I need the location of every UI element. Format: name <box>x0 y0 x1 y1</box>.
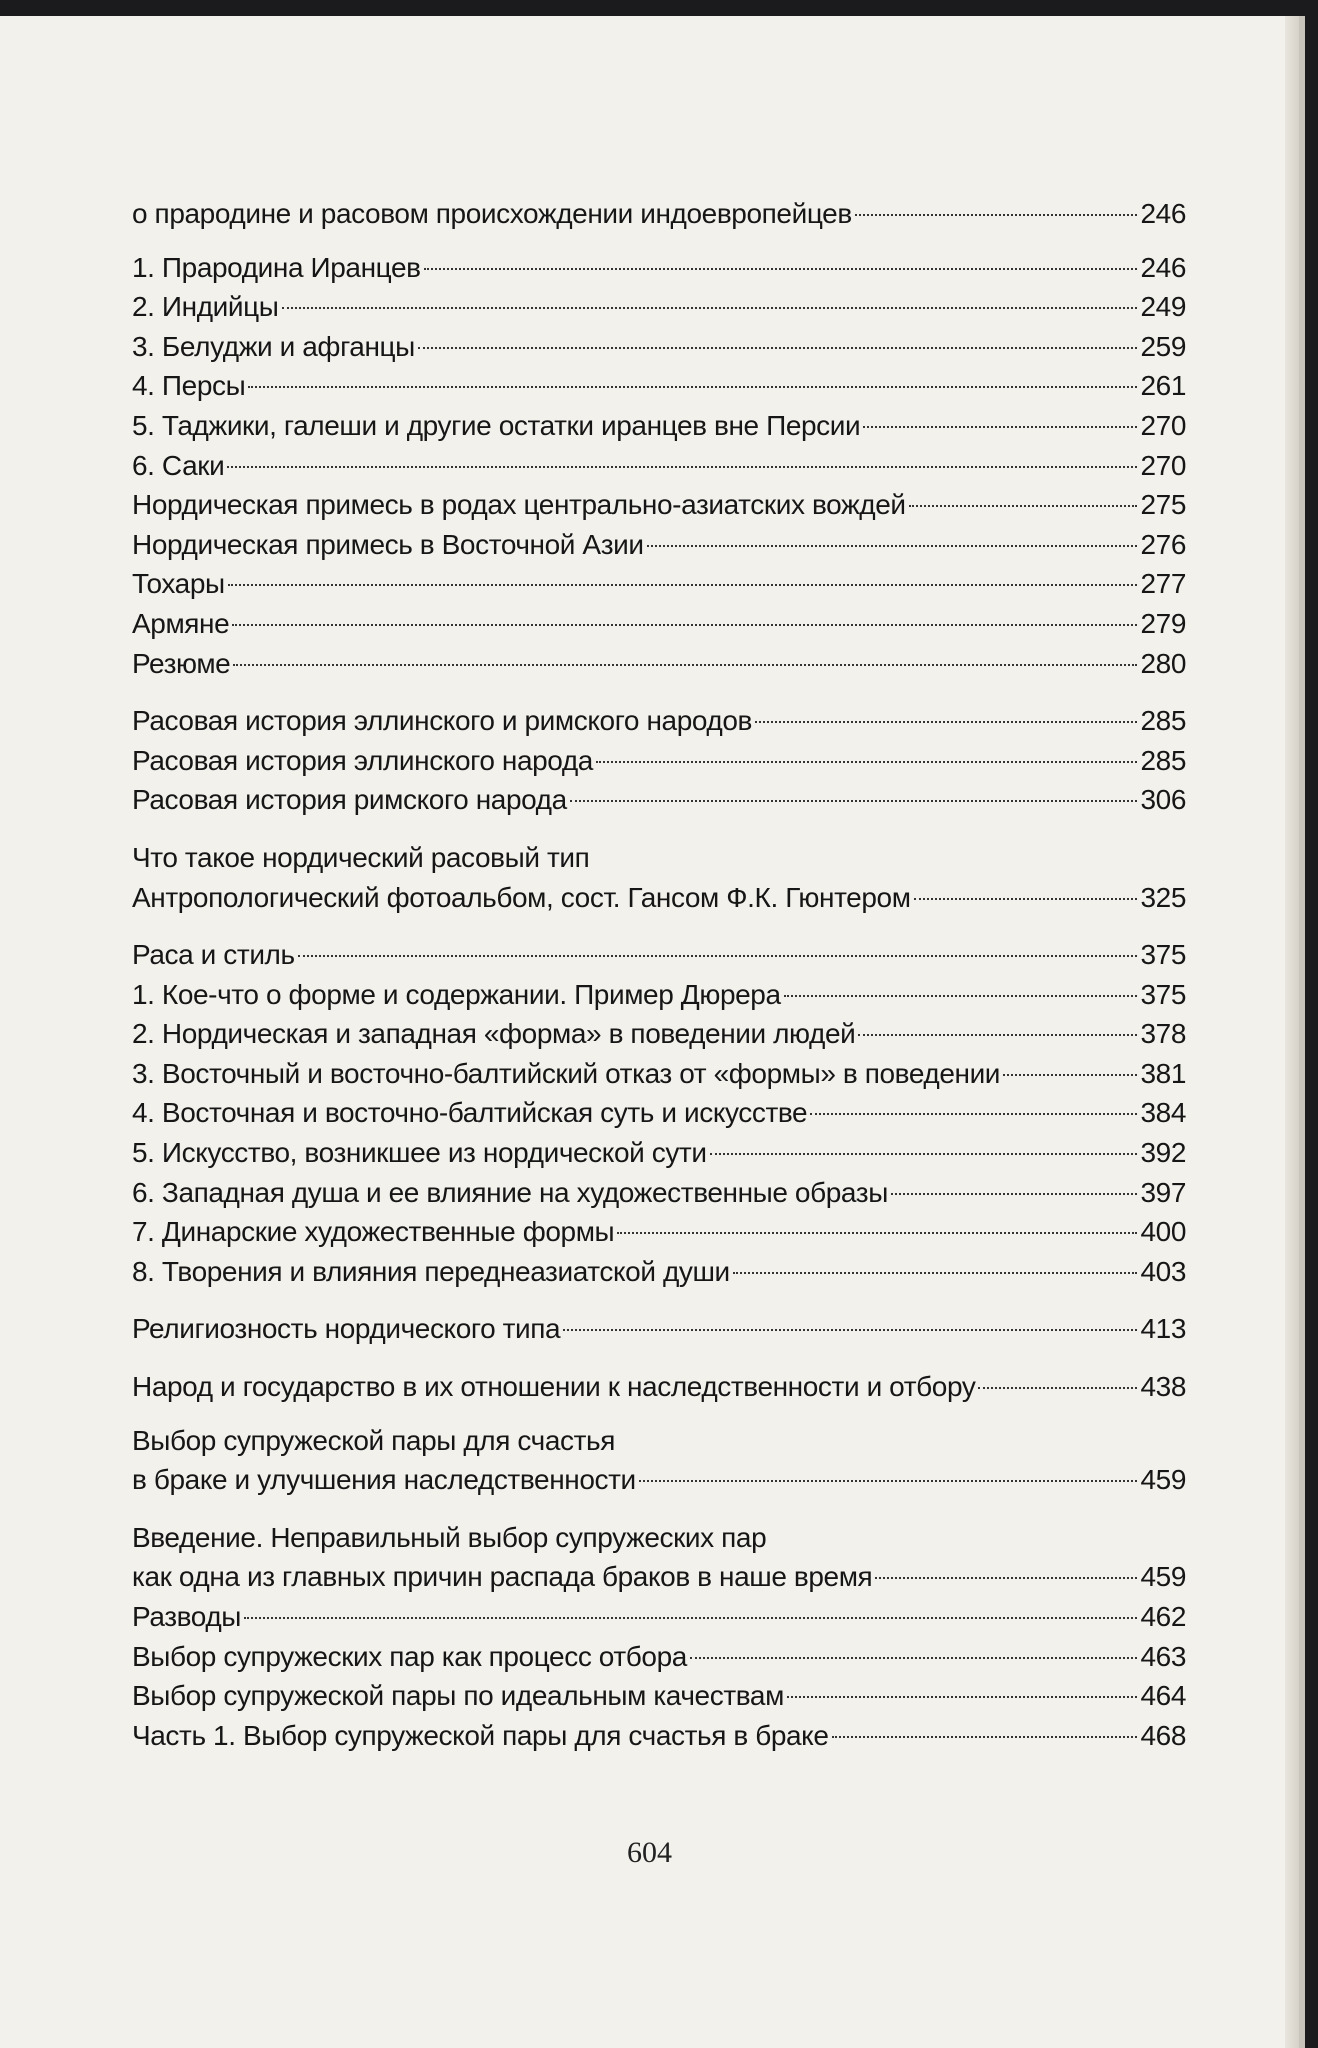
toc-entry <box>132 1597 1186 1637</box>
toc-entry-page: 413 <box>1140 1313 1186 1345</box>
toc-entry-page: 306 <box>1140 784 1186 816</box>
toc-entry <box>132 1309 1186 1349</box>
toc-entry-page: 384 <box>1140 1097 1186 1129</box>
toc-group <box>132 1460 1186 1500</box>
toc-entry <box>132 1676 1186 1716</box>
toc-entry <box>132 604 1186 644</box>
toc-entry-title: 5. Таджики, галеши и другие остатки иранцев вне Персии <box>132 409 861 441</box>
dot-leader <box>832 1736 1138 1738</box>
toc-entry-page: 275 <box>1140 489 1186 521</box>
toc-entry-page: 270 <box>1140 449 1186 481</box>
toc-entry-title: Нордическая примесь в Восточной Азии <box>132 528 644 560</box>
dot-leader <box>858 1034 1137 1036</box>
toc-entry <box>132 1212 1186 1252</box>
toc-entry <box>132 1252 1186 1292</box>
toc-group <box>132 248 1186 684</box>
toc-entry-page: 378 <box>1140 1018 1186 1050</box>
dot-leader <box>733 1272 1138 1274</box>
dot-leader <box>690 1657 1138 1659</box>
toc-entry-page: 261 <box>1140 370 1186 402</box>
dot-leader <box>855 214 1138 216</box>
dot-leader <box>1003 1074 1137 1076</box>
toc-entry <box>132 1367 1186 1407</box>
toc-entry-title: как одна из главных причин распада браков в наше время <box>132 1561 873 1593</box>
toc-heading: Введение. Неправильный выбор супружеских пар <box>132 1521 767 1553</box>
dot-leader <box>914 898 1138 900</box>
dot-leader <box>424 268 1138 270</box>
toc-group <box>132 1309 1186 1349</box>
toc-group <box>132 878 1186 918</box>
dot-leader <box>227 466 1137 468</box>
dot-leader <box>418 347 1138 349</box>
dot-leader <box>891 1193 1138 1195</box>
toc-entry-title: Выбор супружеской пары по идеальным качествам <box>132 1680 784 1712</box>
toc-entry-page: 400 <box>1140 1216 1186 1248</box>
toc-group <box>132 194 1186 234</box>
toc-entry-page: 463 <box>1140 1640 1186 1672</box>
toc-entry-page: 285 <box>1140 705 1186 737</box>
toc-group <box>132 701 1186 820</box>
toc-entry-title: 4. Восточная и восточно-балтийская суть и искусстве <box>132 1097 808 1129</box>
toc-entry-page: 403 <box>1140 1255 1186 1287</box>
toc-entry <box>132 366 1186 406</box>
toc-entry-title: Расовая история римского народа <box>132 784 567 816</box>
toc-entry <box>132 1054 1186 1094</box>
dot-leader <box>978 1387 1137 1389</box>
toc-entry-title: Раса и стиль <box>132 939 295 971</box>
toc-entry-page: 280 <box>1140 647 1186 679</box>
toc-entry <box>132 644 1186 684</box>
toc-entry-title: Нордическая примесь в родах центрально-азиатских вождей <box>132 489 906 521</box>
toc-entry-title: 2. Индийцы <box>132 291 279 323</box>
toc-entry <box>132 327 1186 367</box>
toc-entry <box>132 406 1186 446</box>
toc-entry-title: о прародине и расовом происхождении индоевропейцев <box>132 198 852 229</box>
toc-entry <box>132 1173 1186 1213</box>
toc-entry-page: 276 <box>1140 528 1186 560</box>
toc-entry-page: 438 <box>1140 1371 1186 1403</box>
toc-entry-title: Расовая история эллинского народа <box>132 744 593 776</box>
toc-entry-title: 8. Творения и влияния переднеазиатской души <box>132 1255 730 1287</box>
toc-entry-title: 3. Восточный и восточно-балтийский отказ от «формы» в поведении <box>132 1057 1001 1089</box>
toc-entry <box>132 525 1186 565</box>
dot-leader <box>647 545 1138 547</box>
toc-entry-page: 462 <box>1140 1601 1186 1632</box>
toc-entry <box>132 248 1186 288</box>
dot-leader <box>282 307 1138 309</box>
toc-entry <box>132 287 1186 327</box>
toc-entry-title: Народ и государство в их отношении к наследственности и отбору <box>132 1371 976 1403</box>
book-page <box>0 16 1305 2048</box>
toc-entry <box>132 446 1186 486</box>
dot-leader <box>617 1232 1137 1234</box>
toc-entry-title: 3. Белуджи и афганцы <box>132 330 415 362</box>
toc-entry-title: Религиозность нордического типа <box>132 1313 561 1345</box>
dot-leader <box>248 386 1137 388</box>
toc-group <box>132 1367 1186 1407</box>
toc-entry-page: 375 <box>1140 978 1186 1010</box>
toc-entry <box>132 701 1186 741</box>
toc-entry <box>132 935 1186 975</box>
toc-entry <box>132 741 1186 781</box>
toc-entry-title: в браке и улучшения наследственности <box>132 1464 636 1496</box>
toc-entry-page: 392 <box>1140 1137 1186 1169</box>
dot-leader <box>233 664 1137 666</box>
toc-entry <box>132 1716 1186 1756</box>
toc-entry-page: 459 <box>1140 1561 1186 1593</box>
page-spine-edge <box>1285 16 1299 2048</box>
dot-leader <box>232 624 1137 626</box>
dot-leader <box>909 505 1138 507</box>
toc-entry-page: 325 <box>1140 881 1186 913</box>
toc-entry <box>132 1133 1186 1173</box>
toc-entry <box>132 1637 1186 1677</box>
toc-entry-title: 5. Искусство, возникшее из нордической сути <box>132 1137 707 1169</box>
dot-leader <box>228 584 1138 586</box>
toc-entry-page: 259 <box>1140 330 1186 362</box>
toc-entry-page: 246 <box>1140 251 1186 283</box>
toc-entry <box>132 1557 1186 1597</box>
toc-entry <box>132 780 1186 820</box>
toc-entry <box>132 1460 1186 1500</box>
dot-leader <box>298 955 1138 957</box>
toc-entry <box>132 564 1186 604</box>
toc-entry-page: 459 <box>1140 1464 1186 1496</box>
dot-leader <box>244 1617 1137 1619</box>
dot-leader <box>710 1153 1138 1155</box>
toc-entry-title: Антропологический фотоальбом, сост. Гансом Ф.К. Гюнтером <box>132 881 911 913</box>
toc-entry-title: Разводы <box>132 1601 242 1632</box>
toc-entry-title: 7. Динарские художественные формы <box>132 1216 615 1248</box>
toc-entry-page: 381 <box>1140 1057 1186 1089</box>
toc-entry-title: Выбор супружеских пар как процесс отбора <box>132 1640 687 1672</box>
toc-entry <box>132 878 1186 918</box>
toc-entry-page: 249 <box>1140 291 1186 323</box>
page-number: 604 <box>627 1836 672 1869</box>
dot-leader <box>875 1577 1137 1579</box>
toc-entry-title: Часть 1. Выбор супружеской пары для счастья в браке <box>132 1719 829 1751</box>
toc-entry-title: 4. Персы <box>132 370 246 402</box>
toc-entry-title: Резюме <box>132 647 231 679</box>
toc-entry <box>132 1014 1186 1054</box>
toc-entry-page: 246 <box>1140 198 1186 229</box>
dot-leader <box>784 995 1138 997</box>
dot-leader <box>863 426 1137 428</box>
toc-entry-title: Армяне <box>132 607 230 639</box>
toc-entry-page: 464 <box>1140 1680 1186 1712</box>
toc-entry-page: 397 <box>1140 1176 1186 1208</box>
toc-group <box>132 935 1186 1291</box>
dot-leader <box>639 1480 1138 1482</box>
dot-leader <box>596 761 1138 763</box>
toc-entry-title: 6. Саки <box>132 449 225 481</box>
toc-entry-page: 277 <box>1140 568 1186 600</box>
dot-leader <box>570 800 1138 802</box>
toc-heading: Выбор супружеской пары для счастья <box>132 1424 616 1456</box>
toc-entry-title: 1. Прародина Иранцев <box>132 251 421 283</box>
toc-entry <box>132 975 1186 1015</box>
toc-heading: Что такое нордический расовый тип <box>132 841 590 873</box>
toc-entry-page: 270 <box>1140 409 1186 441</box>
toc-entry <box>132 1093 1186 1133</box>
table-of-contents <box>132 194 1186 1755</box>
toc-entry-page: 468 <box>1140 1719 1186 1751</box>
toc-entry-page: 279 <box>1140 607 1186 639</box>
toc-entry-title: Тохары <box>132 568 225 600</box>
toc-entry-title: 2. Нордическая и западная «форма» в поведении людей <box>132 1018 856 1050</box>
toc-entry <box>132 485 1186 525</box>
toc-entry-title: 1. Кое-что о форме и содержании. Пример Дюрера <box>132 978 781 1010</box>
toc-entry-page: 285 <box>1140 744 1186 776</box>
toc-entry <box>132 194 1186 234</box>
dot-leader <box>810 1113 1137 1115</box>
toc-entry-title: Расовая история эллинского и римского народов <box>132 705 753 737</box>
toc-entry-title: 6. Западная душа и ее влияние на художественные образы <box>132 1176 888 1208</box>
toc-entry-page: 375 <box>1140 939 1186 971</box>
dot-leader <box>563 1329 1137 1331</box>
toc-group <box>132 1557 1186 1755</box>
dot-leader <box>755 721 1137 723</box>
dot-leader <box>787 1696 1138 1698</box>
